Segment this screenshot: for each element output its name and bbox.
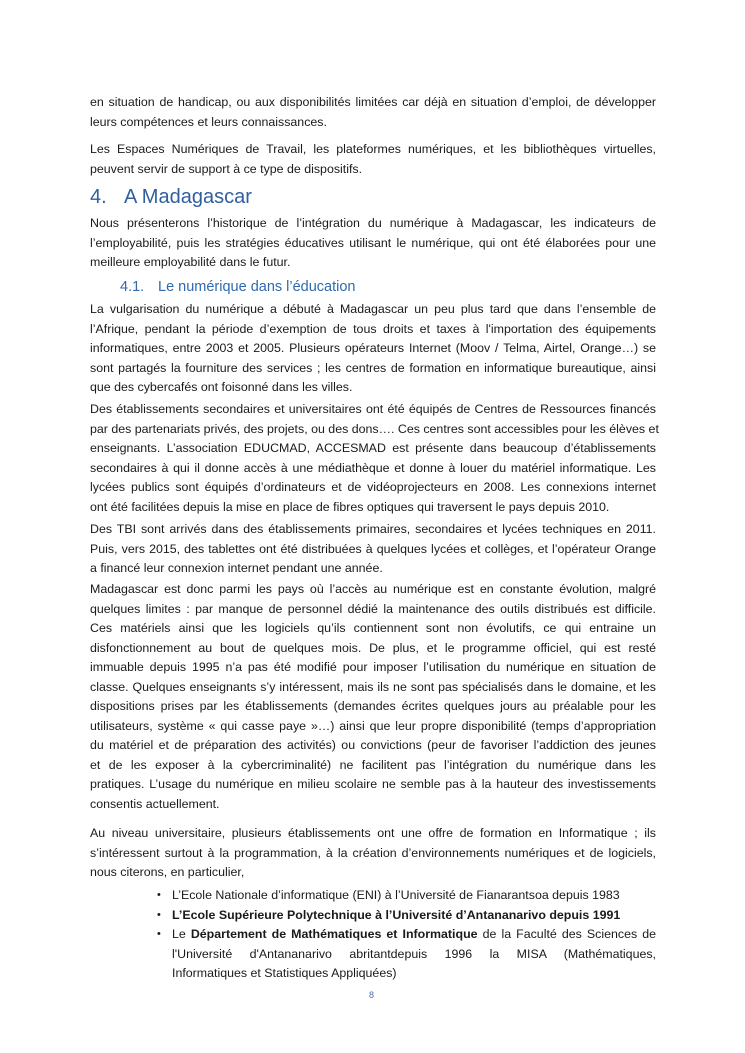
list-item bbox=[140, 886, 656, 906]
list-item-text: L’Ecole Supérieure Polytechnique à l’Université d’Antananarivo depuis 1991 bbox=[172, 907, 621, 922]
text-line: classe. Quelques enseignants s’y intéressent, mais ils ne sont pas spécialisés dans le domaine, et les bbox=[90, 679, 656, 694]
text-line: par des partenariats privés, des projets, ou des dons…. Ces centres sont accessibles pour les élèves et bbox=[90, 421, 659, 436]
text-line: nous citerons, en particulier, bbox=[90, 865, 245, 879]
text-line: que des cybercafés ont foisonné dans les villes. bbox=[90, 380, 353, 394]
list-item bbox=[140, 925, 656, 984]
text-line: Ces matériels ainsi que les logiciels qu’ils contiennent sont non évolutifs, ce qui entraine un bbox=[90, 621, 656, 635]
text-line: Puis, vers 2015, des tablettes ont été distribuées à quelques lycées et collèges, et l’opérateur Orange bbox=[90, 541, 656, 556]
text-line: utilisateurs, système « qui casse paye »…) ainsi que leur propre disponibilité (temps d’appropriation bbox=[90, 718, 656, 733]
text-line: pratiques. L’usage du numérique en milieu scolaire ne semble pas à la hauteur des investissements bbox=[90, 777, 656, 791]
text-line: Madagascar est donc parmi les pays où l’accès au numérique est en constante évolution, malgré bbox=[90, 582, 656, 596]
bullet-icon: • bbox=[157, 889, 161, 901]
text-line: sont partagés la fourniture des services ; les centres de formation en informatique bureautique, ainsi bbox=[90, 360, 656, 375]
subsection-number: 4.1. bbox=[120, 279, 145, 295]
bullet-icon: • bbox=[157, 928, 161, 940]
text-line: dispositions prises par les établissements (demandes écrites quelques jours au préalable pour les bbox=[90, 699, 656, 713]
text-line: a financé leur connexion internet pendant une année. bbox=[90, 561, 383, 575]
paragraph bbox=[90, 824, 656, 883]
paragraph bbox=[90, 140, 656, 179]
text-line: enseignants. L’association EDUCMAD, ACCESMAD est présente dans beaucoup d’établissements bbox=[90, 441, 656, 455]
text-line: l’Afrique, pendant la période d’exemption de tous droits et taxes à l'importation des équipements bbox=[90, 321, 656, 336]
text-line: informatiques, entre 2003 et 2005. Plusieurs opérateurs Internet (Moov / Telma, Airtel, Orange…) se bbox=[90, 341, 656, 355]
text-line: l’employabilité, puis les stratégies éducatives utilisant le numérique, qui ont été élaborées pour une bbox=[90, 235, 656, 250]
text-line: quelques limites : par manque de personnel dédié la maintenance des outils distribués est difficile. bbox=[90, 601, 656, 616]
text-line: s’intéressent surtout à la programmation, à la création d’environnements numériques et de logiciels, bbox=[90, 845, 656, 860]
text-line: La vulgarisation du numérique a débuté à Madagascar un peu plus tard que dans l’ensemble de bbox=[90, 302, 656, 316]
list-item-text: Informatiques et Statistiques Appliquées) bbox=[172, 966, 397, 980]
text-line: meilleure employabilité dans le futur. bbox=[90, 255, 291, 269]
text-line: disfonctionnement au bout de quelques mois. De plus, et le programme officiel, qui est resté bbox=[90, 640, 656, 655]
list-item bbox=[140, 906, 656, 926]
text-line: en situation de handicap, ou aux disponibilités limitées car déjà en situation d’emploi, de développer bbox=[90, 95, 656, 109]
paragraph bbox=[90, 520, 656, 579]
list-item-text: L’Ecole Nationale d’informatique (ENI) à l’Université de Fianarantsoa depuis 1983 bbox=[172, 888, 620, 902]
bullet-icon: • bbox=[157, 908, 161, 921]
text-line: Des établissements secondaires et universitaires ont été équipés de Centres de Ressources financés bbox=[90, 402, 656, 416]
page-number: 8 bbox=[369, 990, 375, 1000]
list-item-bold-text: Département de Mathématiques et Informatique bbox=[190, 927, 478, 941]
text-line: Nous présenterons l’historique de l’intégration du numérique à Madagascar, les indicateurs de bbox=[90, 216, 656, 230]
list-item-text: Le bbox=[172, 927, 191, 941]
subsection-heading bbox=[120, 279, 356, 295]
text-line: peuvent servir de support à ce type de dispositifs. bbox=[90, 161, 363, 176]
text-line: et de les exposer à la cybercriminalité) ne facilitent pas l’intégration du numérique dans les bbox=[90, 757, 656, 772]
paragraph bbox=[90, 300, 656, 398]
text-line: Les Espaces Numériques de Travail, les plateformes numériques, et les bibliothèques virtuelles, bbox=[90, 142, 656, 156]
subsection-title: Le numérique dans l’éducation bbox=[158, 279, 356, 295]
text-line: Au niveau universitaire, plusieurs établissements ont une offre de formation en Informatique ; ils bbox=[90, 826, 656, 840]
text-line: du matériel et de préparation des activités) ou convictions (peur de favoriser l’addiction des jeunes bbox=[90, 738, 656, 752]
section-title: A Madagascar bbox=[124, 186, 252, 208]
text-line: secondaires à qui il donne accès à une médiathèque et donne à louer du matériel informatique. Les bbox=[90, 460, 656, 475]
paragraph bbox=[90, 214, 656, 273]
paragraph bbox=[90, 400, 659, 517]
text-line: Des TBI sont arrivés dans des établissements primaires, secondaires et lycées techniques en 2011. bbox=[90, 522, 656, 536]
text-line: leurs compétences et leurs connaissances. bbox=[90, 114, 327, 129]
list-item-text: l'Université d'Antananarivo abritantdepuis 1996 la MISA (Mathématiques, bbox=[172, 946, 656, 961]
list-item-text: de la Faculté des Sciences de bbox=[477, 927, 657, 941]
text-line: consentis actuellement. bbox=[90, 796, 220, 811]
section-number: 4. bbox=[90, 186, 107, 208]
paragraph bbox=[90, 580, 656, 814]
paragraph bbox=[90, 93, 656, 132]
text-line: ont été facilitées depuis la mise en place de fibres optiques qui traversent le pays depuis 2010. bbox=[90, 499, 610, 514]
text-line: lycées publics sont équipés d’ordinateurs et de vidéoprojecteurs en 2008. Les connexions internet bbox=[90, 480, 656, 494]
section-heading bbox=[90, 186, 252, 209]
text-line: immuable depuis 1995 n’a pas été modifié pour imposer l’utilisation du numérique en situation de bbox=[90, 660, 656, 674]
bullet-list bbox=[140, 886, 656, 984]
